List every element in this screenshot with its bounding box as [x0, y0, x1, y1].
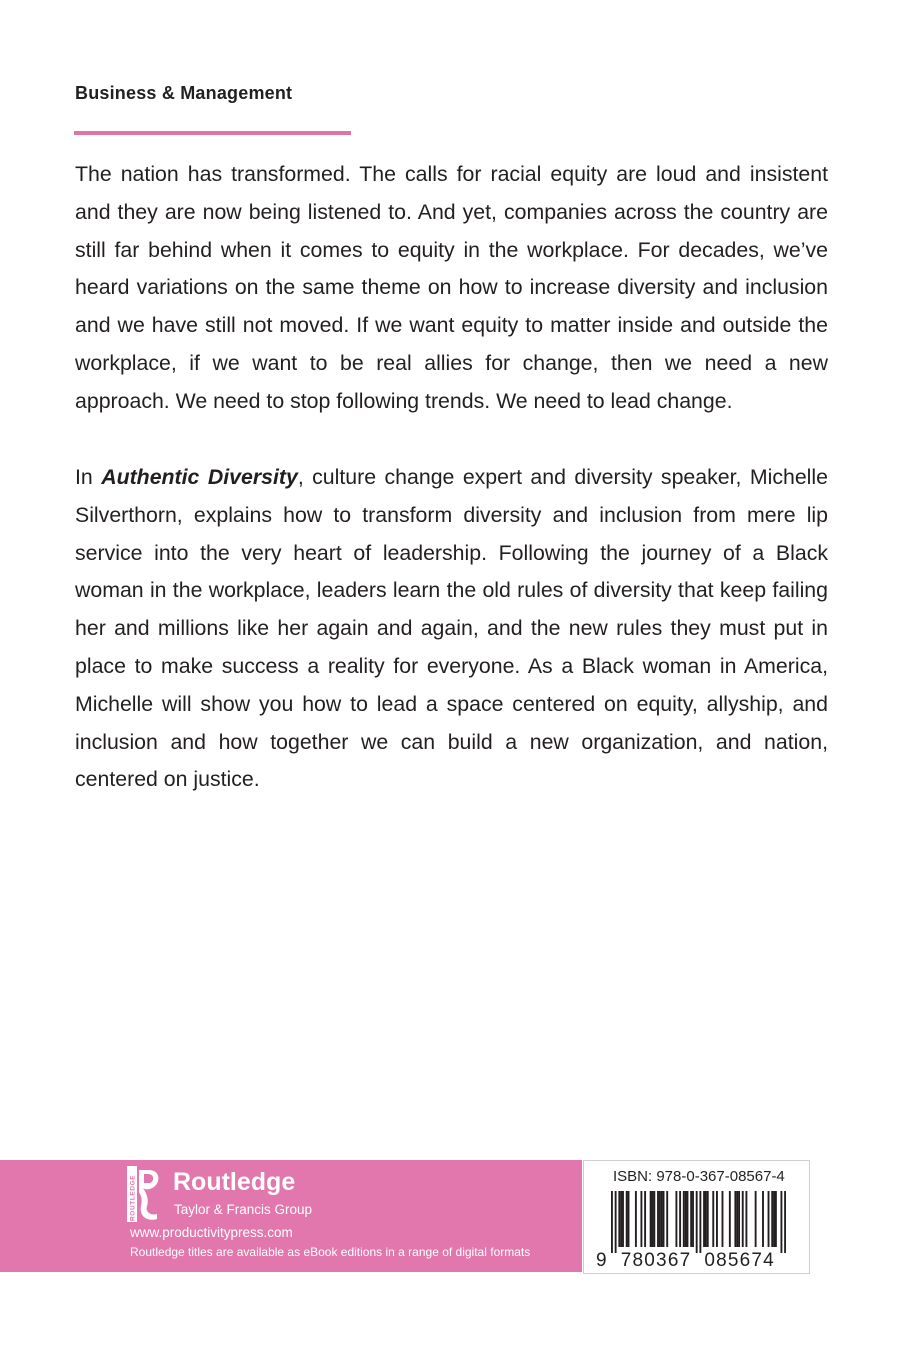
barcode-bar — [784, 1191, 786, 1253]
barcode-bar — [666, 1191, 668, 1247]
category-label: Business & Management — [75, 83, 293, 103]
barcode-bar — [687, 1191, 689, 1247]
barcode-bar — [712, 1191, 714, 1247]
barcode-bar — [644, 1191, 646, 1247]
barcode-bar — [652, 1191, 654, 1247]
barcode-bar — [692, 1191, 694, 1247]
barcode-left-group: 780367 — [620, 1250, 692, 1271]
barcode-bar — [679, 1191, 681, 1247]
barcode-bar — [705, 1191, 707, 1247]
barcode-bar — [738, 1191, 740, 1247]
barcode-panel — [583, 1160, 810, 1274]
barcode-bar — [722, 1191, 724, 1247]
barcode-bar — [611, 1191, 613, 1253]
barcode-bar — [622, 1191, 624, 1247]
routledge-logo-icon — [127, 1166, 161, 1222]
barcode-bar — [768, 1191, 770, 1247]
barcode-bar — [707, 1191, 709, 1247]
publisher-name: Routledge — [173, 1168, 296, 1196]
accent-divider — [74, 131, 351, 135]
barcode-bar — [628, 1191, 630, 1247]
barcode-bar — [650, 1191, 652, 1247]
barcode-bar — [690, 1191, 692, 1247]
barcode-bar — [657, 1191, 659, 1247]
barcode-bar — [736, 1191, 738, 1247]
barcode-bar — [685, 1191, 687, 1247]
barcode-bar — [771, 1191, 773, 1247]
barcode-bar — [745, 1191, 747, 1247]
barcode-bar — [780, 1191, 782, 1253]
barcode-bar — [773, 1191, 775, 1247]
barcode-bar — [729, 1191, 731, 1247]
blurb-paragraph-1: The nation has transformed. The calls for racial equity are loud and insistent and they are now being listened to. And yet, companies across the country are still far behind when it comes to equity in the workplace. For decades, we’ve heard variations on the same theme on how to increase diversity and inclusion and we have still not moved. If we want equity to matter inside and outside the workplace, if we want to be real allies for change, then we need a new approach. We need to stop following trends. We need to lead change. — [75, 162, 828, 413]
barcode-bar — [734, 1191, 736, 1247]
barcode-bar — [699, 1191, 701, 1253]
barcode-bar — [762, 1191, 764, 1247]
barcode-bar — [653, 1191, 655, 1247]
barcode-bar — [626, 1191, 628, 1247]
barcode-bar — [742, 1191, 744, 1247]
barcode-bar — [663, 1191, 665, 1247]
book-title: Authentic Diversity — [101, 465, 298, 489]
barcode-bar — [661, 1191, 663, 1247]
blurb-paragraph-2 — [75, 459, 828, 799]
barcode-right-group: 085674 — [704, 1250, 775, 1271]
barcode-bar — [618, 1191, 620, 1247]
barcode-bar — [755, 1191, 757, 1247]
publisher-group: Taylor & Francis Group — [174, 1202, 313, 1217]
barcode-bar — [640, 1191, 642, 1247]
barcode-bar — [716, 1191, 718, 1247]
barcode-bar — [620, 1191, 622, 1247]
barcode-bar — [683, 1191, 685, 1247]
barcode-bars — [611, 1191, 786, 1253]
barcode-bar — [635, 1191, 637, 1247]
isbn-label: ISBN: 978-0-367-08567-4 — [613, 1168, 785, 1185]
barcode-bar — [675, 1191, 677, 1247]
barcode-bar — [775, 1191, 777, 1247]
blurb-prefix: In — [75, 465, 102, 489]
blurb-body: , culture change expert and diversity speaker, Michelle Silverthorn, explains how to transform diversity and inclusion from mere lip service into the very heart of leadership. Following the journey of a Black woman in the workplace, leaders learn the old rules of diversity that keep failing her and millions like her again and again, and the new rules they must put in place to make success a reality for everyone. As a Black woman in America, Michelle will show you how to lead a space centered on equity, allyship, and inclusion and how together we can build a new organization, and nation, centered on justice. — [75, 465, 828, 792]
ebook-availability-note: Routledge titles are available as eBook editions in a range of digital formats — [130, 1245, 531, 1259]
barcode-first-digit: 9 — [596, 1250, 608, 1271]
barcode-digits — [596, 1251, 775, 1270]
barcode-bar — [696, 1191, 698, 1253]
barcode-bar — [659, 1191, 661, 1247]
barcode-bar — [615, 1191, 617, 1253]
publisher-url: www.productivitypress.com — [130, 1225, 293, 1240]
logo-vertical-text: ROUTLEDGE — [129, 1174, 137, 1221]
barcode-bar — [703, 1191, 705, 1247]
